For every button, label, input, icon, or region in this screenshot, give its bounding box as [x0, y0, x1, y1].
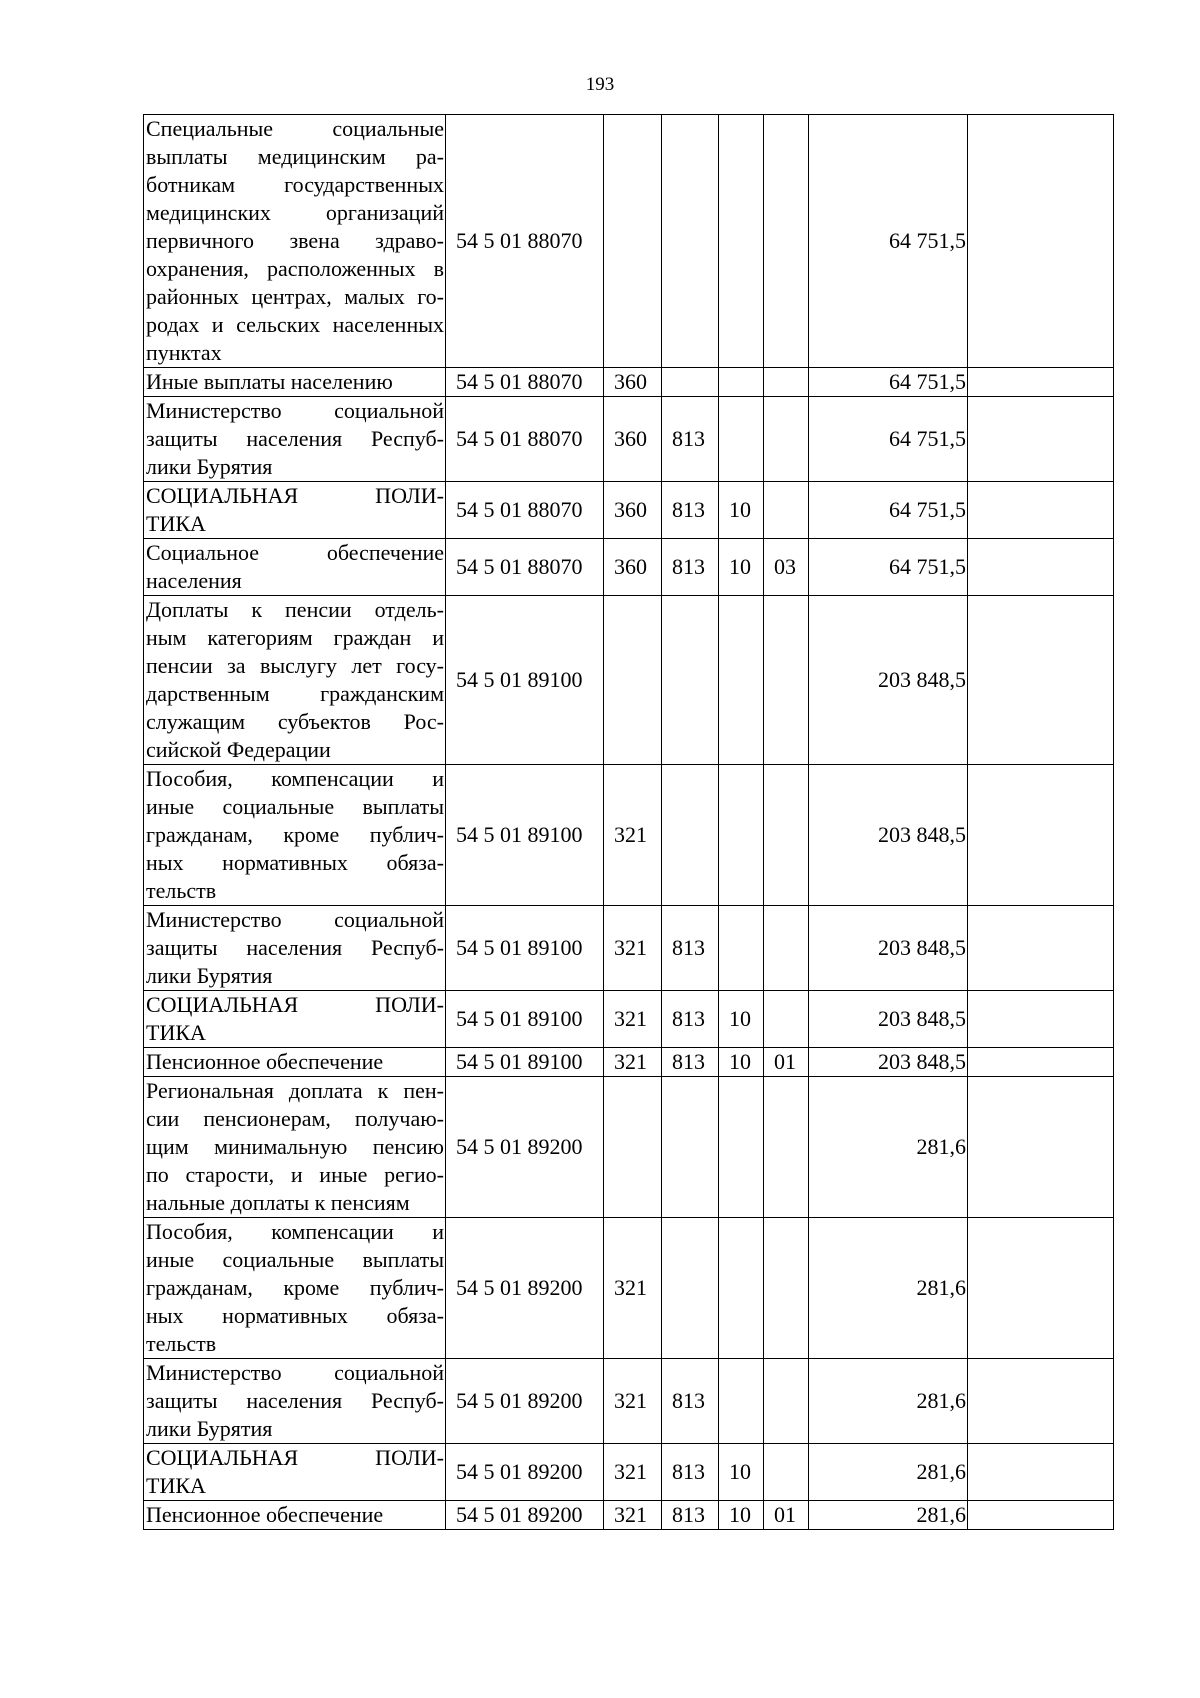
- amount-cell: 64 751,5: [809, 115, 968, 368]
- row-name-line: иные социальные выплаты: [146, 1247, 444, 1272]
- section-cell: [719, 368, 764, 397]
- row-name-line: ТИКА: [146, 511, 206, 536]
- budget-table-body: [144, 115, 1114, 1530]
- administrator-cell: 813: [662, 991, 719, 1048]
- row-name-line: Министерство социальной: [146, 1360, 444, 1385]
- expense-type-cell: 321: [604, 991, 662, 1048]
- amount-cell: 281,6: [809, 1077, 968, 1218]
- empty-cell: [968, 991, 1114, 1048]
- expense-type-cell: 321: [604, 1501, 662, 1530]
- row-name-line: гражданам, кроме публич-: [146, 822, 444, 847]
- subsection-cell: [764, 1077, 809, 1218]
- amount-cell: 281,6: [809, 1444, 968, 1501]
- row-name-line: первичного звена здраво-: [146, 228, 444, 253]
- row-name-line: защиты населения Респуб-: [146, 1388, 444, 1413]
- empty-cell: [968, 539, 1114, 596]
- expense-type-cell: 360: [604, 482, 662, 539]
- row-name-line: ботникам государственных: [146, 172, 444, 197]
- empty-cell: [968, 1218, 1114, 1359]
- subsection-cell: [764, 397, 809, 482]
- row-name-line: щим минимальную пенсию: [146, 1134, 444, 1159]
- row-name-line: Специальные социальные: [146, 116, 444, 141]
- row-name-line: выплаты медицинским ра-: [146, 144, 444, 169]
- amount-cell: 64 751,5: [809, 539, 968, 596]
- row-name-cell: [144, 596, 446, 765]
- row-name-line: пунктах: [146, 340, 222, 365]
- section-cell: [719, 1359, 764, 1444]
- empty-cell: [968, 1077, 1114, 1218]
- administrator-cell: [662, 115, 719, 368]
- row-name-line: лики Бурятия: [146, 1416, 273, 1441]
- subsection-cell: [764, 991, 809, 1048]
- subsection-cell: [764, 115, 809, 368]
- empty-cell: [968, 368, 1114, 397]
- expense-type-cell: 321: [604, 1048, 662, 1077]
- table-row: [144, 1048, 1114, 1077]
- row-name-cell: [144, 1444, 446, 1501]
- page-number: 193: [585, 74, 615, 95]
- table-row: [144, 1077, 1114, 1218]
- subsection-cell: [764, 368, 809, 397]
- row-name-line: тельств: [146, 1331, 217, 1356]
- target-article-cell: 54 5 01 89200: [446, 1501, 604, 1530]
- section-cell: 10: [719, 539, 764, 596]
- section-cell: 10: [719, 1444, 764, 1501]
- table-row: [144, 1359, 1114, 1444]
- row-name-line: защиты населения Респуб-: [146, 426, 444, 451]
- expense-type-cell: 321: [604, 1444, 662, 1501]
- administrator-cell: [662, 765, 719, 906]
- row-name-line: иные социальные выплаты: [146, 794, 444, 819]
- subsection-cell: [764, 1218, 809, 1359]
- table-row: [144, 368, 1114, 397]
- row-name-line: населения: [146, 568, 242, 593]
- table-row: [144, 115, 1114, 368]
- row-name-line: ТИКА: [146, 1473, 206, 1498]
- subsection-cell: 03: [764, 539, 809, 596]
- row-name-line: дарственным гражданским: [146, 681, 444, 706]
- row-name-line: Пособия, компенсации и: [146, 1219, 444, 1244]
- subsection-cell: [764, 1359, 809, 1444]
- subsection-cell: 01: [764, 1048, 809, 1077]
- amount-cell: 203 848,5: [809, 765, 968, 906]
- administrator-cell: [662, 596, 719, 765]
- empty-cell: [968, 115, 1114, 368]
- target-article-cell: 54 5 01 88070: [446, 368, 604, 397]
- row-name-line: Социальное обеспечение: [146, 540, 444, 565]
- row-name-line: гражданам, кроме публич-: [146, 1275, 444, 1300]
- row-name-line: Пенсионное обеспечение: [146, 1049, 384, 1074]
- administrator-cell: [662, 1077, 719, 1218]
- row-name-cell: [144, 539, 446, 596]
- row-name-line: нальные доплаты к пенсиям: [146, 1190, 410, 1215]
- row-name-line: защиты населения Респуб-: [146, 935, 444, 960]
- target-article-cell: 54 5 01 89100: [446, 991, 604, 1048]
- row-name-cell: [144, 1359, 446, 1444]
- target-article-cell: 54 5 01 88070: [446, 539, 604, 596]
- expense-type-cell: 360: [604, 368, 662, 397]
- row-name-line: охранения, расположенных в: [146, 256, 444, 281]
- row-name-line: ным категориям граждан и: [146, 625, 444, 650]
- subsection-cell: [764, 765, 809, 906]
- target-article-cell: 54 5 01 89200: [446, 1218, 604, 1359]
- row-name-line: сии пенсионерам, получаю-: [146, 1106, 444, 1131]
- administrator-cell: [662, 1218, 719, 1359]
- row-name-line: Министерство социальной: [146, 398, 444, 423]
- row-name-line: СОЦИАЛЬНАЯ ПОЛИ-: [146, 483, 444, 508]
- row-name-cell: [144, 115, 446, 368]
- section-cell: [719, 1077, 764, 1218]
- administrator-cell: 813: [662, 1501, 719, 1530]
- subsection-cell: [764, 596, 809, 765]
- table-row: [144, 1444, 1114, 1501]
- section-cell: [719, 765, 764, 906]
- target-article-cell: 54 5 01 89100: [446, 906, 604, 991]
- target-article-cell: 54 5 01 89100: [446, 596, 604, 765]
- administrator-cell: 813: [662, 1444, 719, 1501]
- target-article-cell: 54 5 01 88070: [446, 482, 604, 539]
- empty-cell: [968, 1048, 1114, 1077]
- row-name-line: Министерство социальной: [146, 907, 444, 932]
- row-name-cell: [144, 482, 446, 539]
- row-name-line: Пособия, компенсации и: [146, 766, 444, 791]
- section-cell: 10: [719, 1048, 764, 1077]
- row-name-cell: [144, 1048, 446, 1077]
- target-article-cell: 54 5 01 89200: [446, 1444, 604, 1501]
- expense-type-cell: 360: [604, 397, 662, 482]
- subsection-cell: 01: [764, 1501, 809, 1530]
- amount-cell: 281,6: [809, 1501, 968, 1530]
- amount-cell: 64 751,5: [809, 482, 968, 539]
- amount-cell: 203 848,5: [809, 1048, 968, 1077]
- amount-cell: 203 848,5: [809, 991, 968, 1048]
- empty-cell: [968, 397, 1114, 482]
- row-name-cell: [144, 765, 446, 906]
- empty-cell: [968, 906, 1114, 991]
- row-name-cell: [144, 397, 446, 482]
- section-cell: [719, 115, 764, 368]
- row-name-line: Доплаты к пенсии отдель-: [146, 597, 444, 622]
- row-name-line: ных нормативных обяза-: [146, 1303, 444, 1328]
- expense-type-cell: 321: [604, 1218, 662, 1359]
- administrator-cell: 813: [662, 1359, 719, 1444]
- section-cell: 10: [719, 991, 764, 1048]
- administrator-cell: 813: [662, 482, 719, 539]
- section-cell: 10: [719, 1501, 764, 1530]
- expense-type-cell: 360: [604, 539, 662, 596]
- row-name-cell: [144, 991, 446, 1048]
- administrator-cell: 813: [662, 397, 719, 482]
- table-row: [144, 765, 1114, 906]
- target-article-cell: 54 5 01 88070: [446, 115, 604, 368]
- administrator-cell: [662, 368, 719, 397]
- empty-cell: [968, 1501, 1114, 1530]
- administrator-cell: 813: [662, 906, 719, 991]
- administrator-cell: 813: [662, 539, 719, 596]
- section-cell: [719, 1218, 764, 1359]
- row-name-line: пенсии за выслугу лет госу-: [146, 653, 444, 678]
- empty-cell: [968, 1359, 1114, 1444]
- row-name-line: районных центрах, малых го-: [146, 284, 444, 309]
- row-name-line: лики Бурятия: [146, 963, 273, 988]
- expense-type-cell: 321: [604, 906, 662, 991]
- row-name-line: лики Бурятия: [146, 454, 273, 479]
- row-name-cell: [144, 906, 446, 991]
- amount-cell: 64 751,5: [809, 368, 968, 397]
- table-row: [144, 539, 1114, 596]
- row-name-line: ных нормативных обяза-: [146, 850, 444, 875]
- row-name-line: Пенсионное обеспечение: [146, 1502, 384, 1527]
- row-name-line: СОЦИАЛЬНАЯ ПОЛИ-: [146, 992, 444, 1017]
- budget-table: [143, 114, 1114, 1530]
- target-article-cell: 54 5 01 89200: [446, 1359, 604, 1444]
- row-name-line: тельств: [146, 878, 217, 903]
- section-cell: [719, 906, 764, 991]
- expense-type-cell: 321: [604, 765, 662, 906]
- row-name-line: медицинских организаций: [146, 200, 444, 225]
- table-row: [144, 482, 1114, 539]
- table-row: [144, 1501, 1114, 1530]
- expense-type-cell: [604, 596, 662, 765]
- empty-cell: [968, 1444, 1114, 1501]
- expense-type-cell: [604, 1077, 662, 1218]
- row-name-line: Региональная доплата к пен-: [146, 1078, 444, 1103]
- table-row: [144, 906, 1114, 991]
- row-name-cell: [144, 368, 446, 397]
- subsection-cell: [764, 1444, 809, 1501]
- table-row: [144, 397, 1114, 482]
- amount-cell: 64 751,5: [809, 397, 968, 482]
- amount-cell: 203 848,5: [809, 906, 968, 991]
- target-article-cell: 54 5 01 89200: [446, 1077, 604, 1218]
- empty-cell: [968, 765, 1114, 906]
- section-cell: [719, 397, 764, 482]
- row-name-line: СОЦИАЛЬНАЯ ПОЛИ-: [146, 1445, 444, 1470]
- row-name-line: Иные выплаты населению: [146, 369, 393, 394]
- amount-cell: 281,6: [809, 1359, 968, 1444]
- expense-type-cell: [604, 115, 662, 368]
- amount-cell: 281,6: [809, 1218, 968, 1359]
- target-article-cell: 54 5 01 88070: [446, 397, 604, 482]
- amount-cell: 203 848,5: [809, 596, 968, 765]
- row-name-line: сийской Федерации: [146, 737, 331, 762]
- row-name-line: родах и сельских населенных: [146, 312, 444, 337]
- section-cell: 10: [719, 482, 764, 539]
- empty-cell: [968, 596, 1114, 765]
- subsection-cell: [764, 482, 809, 539]
- table-row: [144, 991, 1114, 1048]
- target-article-cell: 54 5 01 89100: [446, 1048, 604, 1077]
- expense-type-cell: 321: [604, 1359, 662, 1444]
- table-row: [144, 596, 1114, 765]
- section-cell: [719, 596, 764, 765]
- target-article-cell: 54 5 01 89100: [446, 765, 604, 906]
- row-name-line: служащим субъектов Рос-: [146, 709, 444, 734]
- subsection-cell: [764, 906, 809, 991]
- table-row: [144, 1218, 1114, 1359]
- administrator-cell: 813: [662, 1048, 719, 1077]
- empty-cell: [968, 482, 1114, 539]
- row-name-line: ТИКА: [146, 1020, 206, 1045]
- row-name-line: по старости, и иные регио-: [146, 1162, 444, 1187]
- row-name-cell: [144, 1218, 446, 1359]
- row-name-cell: [144, 1501, 446, 1530]
- row-name-cell: [144, 1077, 446, 1218]
